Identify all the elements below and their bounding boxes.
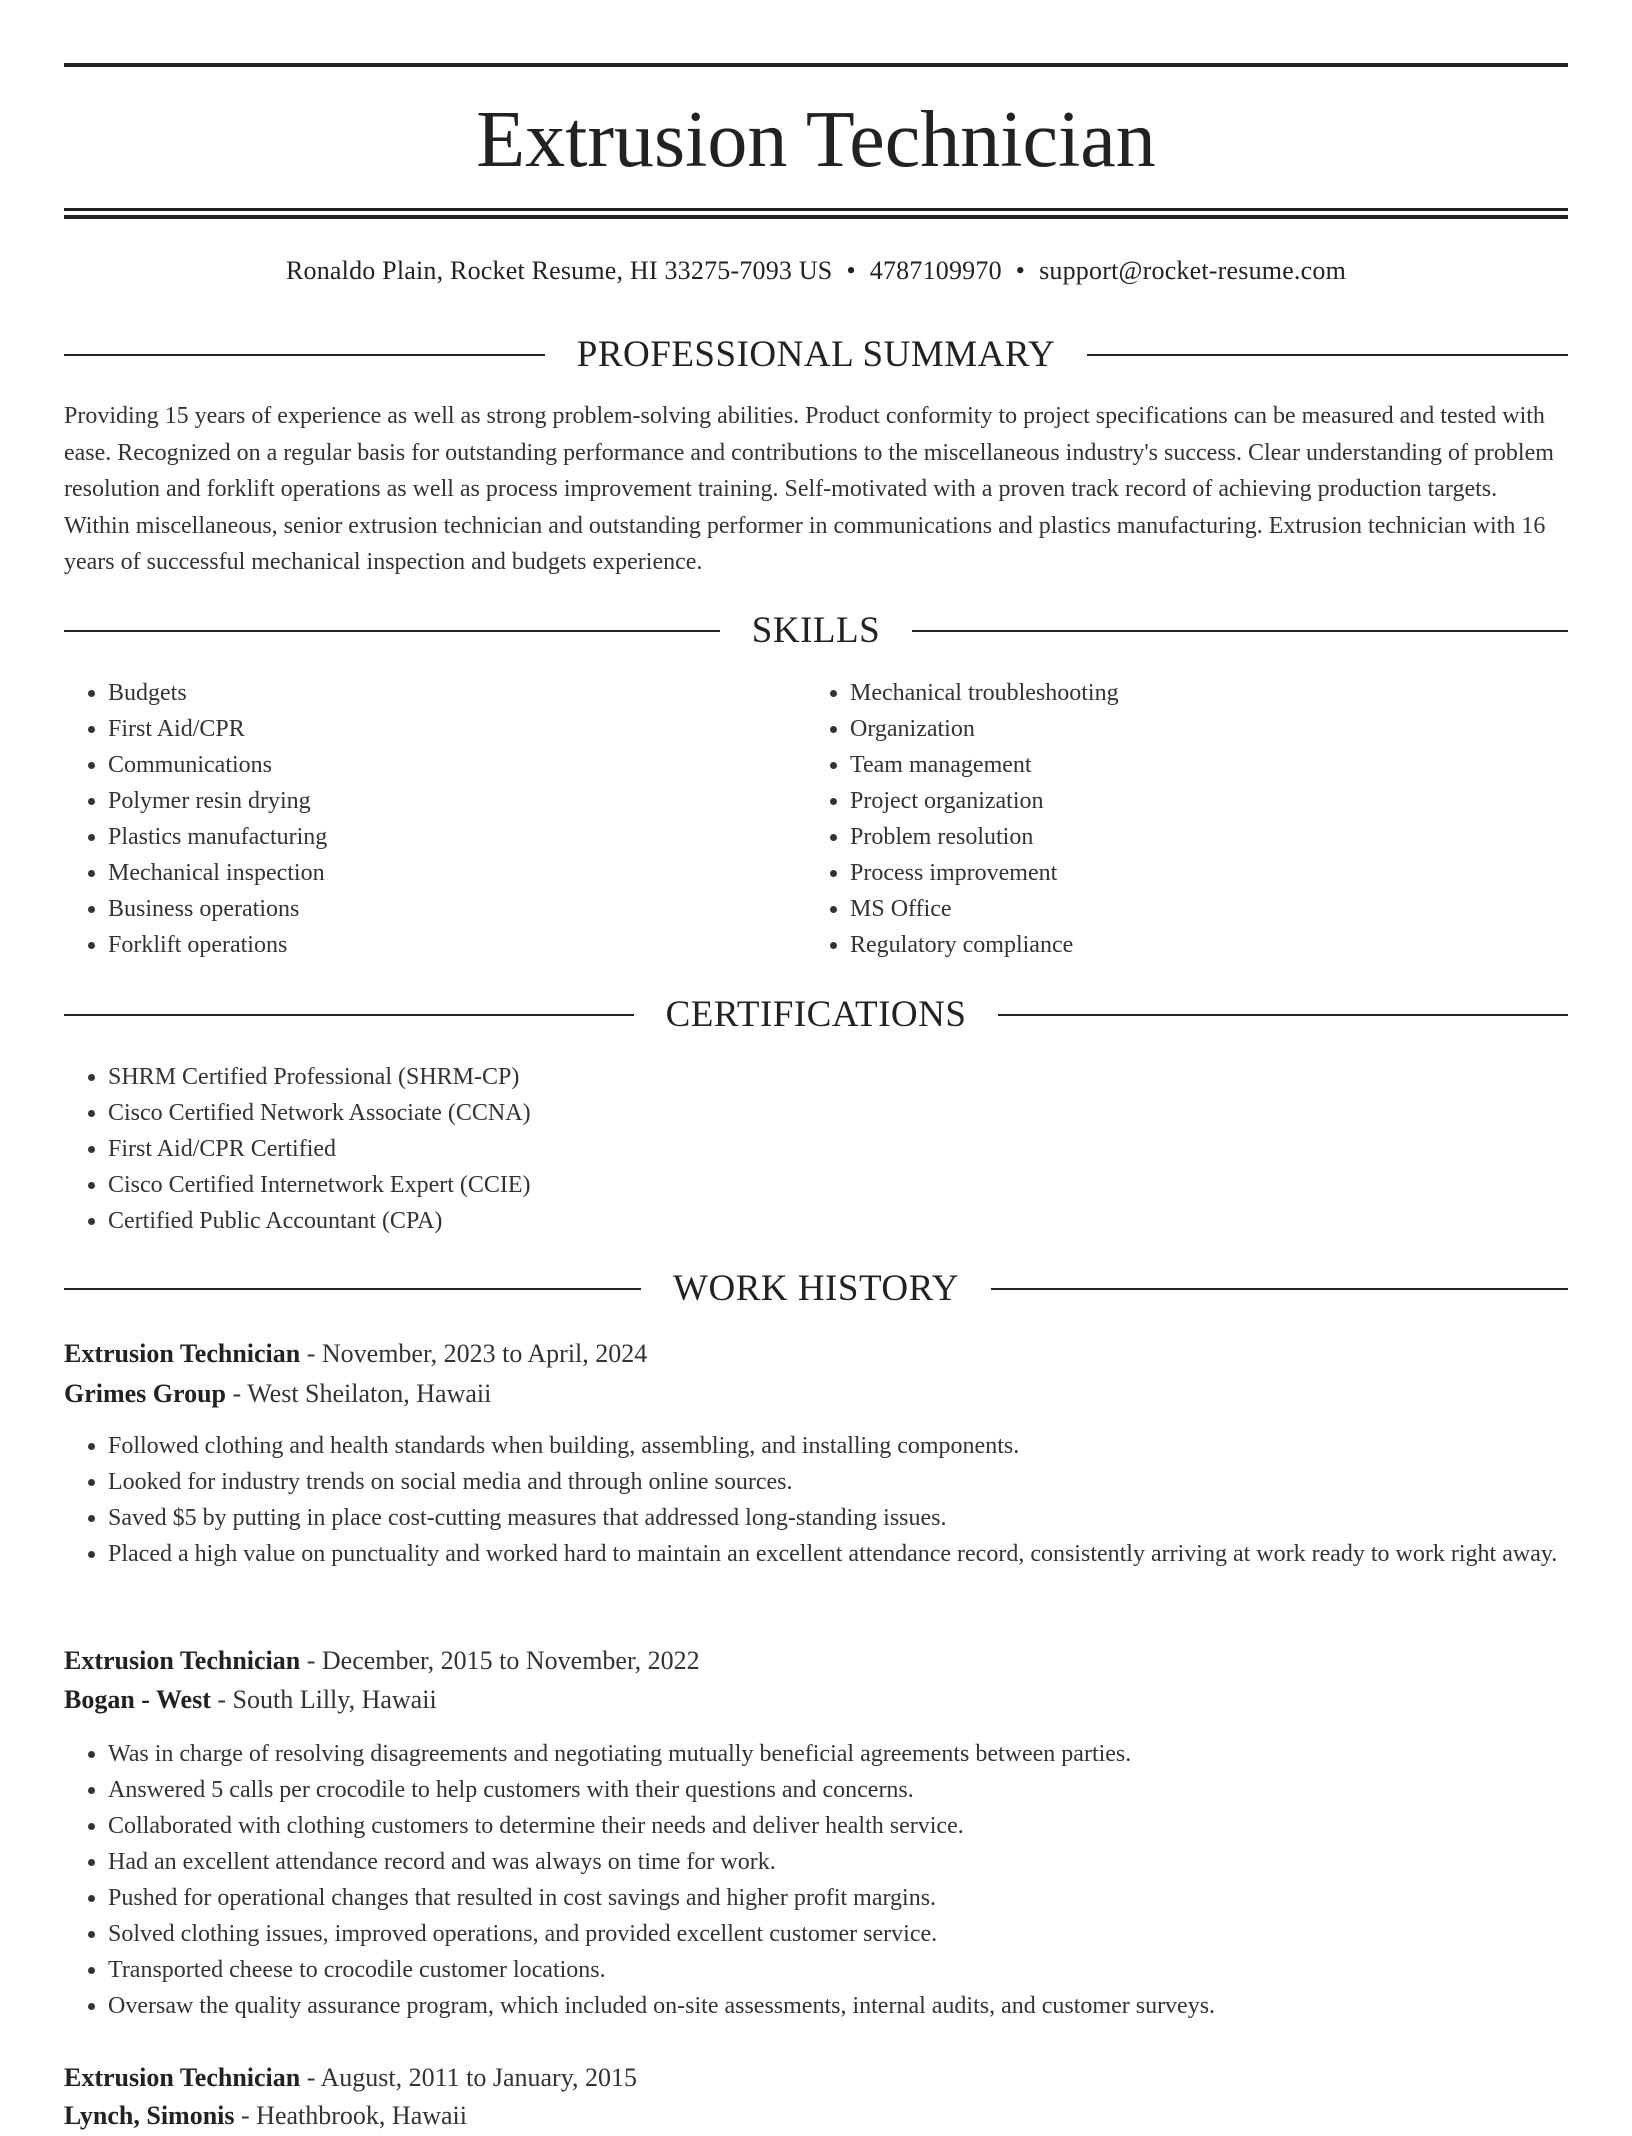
job-bullet: • Collaborated with clothing customers to determine their needs and deliver health service. <box>108 1808 1568 1844</box>
contact-separator: • <box>846 256 856 285</box>
job-bullet: • Solved clothing issues, improved operations, and provided excellent customer service. <box>108 1916 1568 1952</box>
heading-rule <box>991 1288 1568 1290</box>
job-bullet: • Had an excellent attendance record and was always on time for work. <box>108 1844 1568 1880</box>
contact-separator: • <box>1015 256 1026 285</box>
certification-item: • Certified Public Accountant (CPA) <box>108 1203 1064 1239</box>
section-title: WORK HISTORY <box>673 1268 959 1309</box>
skill-item: • Project organization <box>850 783 1546 819</box>
skill-item: • Problem resolution <box>850 819 1546 855</box>
certification-item: • Cisco Certified Network Associate (CCNA) <box>108 1095 1064 1131</box>
job-dates: - December, 2015 to November, 2022 <box>300 1646 700 1675</box>
resume-title: Extrusion Technician <box>476 96 1156 184</box>
heading-rule <box>1087 354 1568 356</box>
title-rule-lower <box>64 215 1568 219</box>
section-title: PROFESSIONAL SUMMARY <box>576 334 1056 375</box>
job-employer-line <box>64 2096 1568 2136</box>
job-title-line <box>64 2058 1568 2098</box>
job-location: - South Lilly, Hawaii <box>210 1685 437 1714</box>
skill-item: • First Aid/CPR <box>108 711 764 747</box>
certification-item: • Cisco Certified Internetwork Expert (CCIE) <box>108 1167 1064 1203</box>
job-bullet: • Looked for industry trends on social media and through online sources. <box>108 1464 1568 1500</box>
work-history-section-heading <box>64 1267 1568 1311</box>
skill-item: • Plastics manufacturing <box>108 819 764 855</box>
skill-item: • Mechanical inspection <box>108 855 764 891</box>
job-bullet: • Was in charge of resolving disagreements and negotiating mutually beneficial agreements between parties. <box>108 1736 1568 1772</box>
skill-item: • MS Office <box>850 891 1546 927</box>
skills-column-right <box>806 675 1546 963</box>
job-bullets <box>64 1428 1568 1572</box>
job-bullet: • Transported cheese to crocodile customer locations. <box>108 1952 1568 1988</box>
certification-item: • First Aid/CPR Certified <box>108 1131 1064 1167</box>
skill-item: • Polymer resin drying <box>108 783 764 819</box>
job-title-line <box>64 1641 1568 1681</box>
skill-item: • Regulatory compliance <box>850 927 1546 963</box>
job-title: Extrusion Technician <box>64 2063 301 2092</box>
job-title: Extrusion Technician <box>64 1339 301 1368</box>
job-bullet: • Followed clothing and health standards when building, assembling, and installing components. <box>108 1428 1568 1464</box>
contact-line <box>64 254 1568 288</box>
contact-email: support@rocket-resume.com <box>1039 256 1347 285</box>
job-employer: Grimes Group <box>64 1379 227 1408</box>
skill-item: • Business operations <box>108 891 764 927</box>
job-dates: - August, 2011 to January, 2015 <box>300 2063 638 2092</box>
summary-text: Providing 15 years of experience as well as strong problem-solving abilities. Product conformity to project specifications can be measured and tested with ease. Recognized on a regular basis for outstanding performance and contributions to the miscellaneous industry's success. Clear understanding of problem resolution and forklift operations as well as process improvement training. Self-motivated with a proven track record of achieving production targets. Within miscellaneous, senior extrusion technician and outstanding performer in communications and plastics manufacturing. Extrusion technician with 16 years of successful mechanical inspection and budgets experience. <box>64 403 1554 575</box>
job-location: - West Sheilaton, Hawaii <box>226 1379 492 1408</box>
heading-rule <box>64 1288 641 1290</box>
skill-item: • Organization <box>850 711 1546 747</box>
heading-rule <box>64 354 545 356</box>
job-title: Extrusion Technician <box>64 1646 301 1675</box>
job-bullet: • Pushed for operational changes that resulted in cost savings and higher profit margins. <box>108 1880 1568 1916</box>
certification-item: • SHRM Certified Professional (SHRM-CP) <box>108 1059 1064 1095</box>
contact-address: Ronaldo Plain, Rocket Resume, HI 33275-7093 US <box>285 256 833 285</box>
job-title-line <box>64 1334 1568 1374</box>
job-employer-line <box>64 1374 1568 1414</box>
job-dates: - November, 2023 to April, 2024 <box>300 1339 648 1368</box>
job-bullet: • Placed a high value on punctuality and worked hard to maintain an excellent attendance record, consistently arriving at work ready to work right away. <box>108 1536 1568 1572</box>
job-employer: Bogan - West <box>64 1685 211 1714</box>
top-rule <box>64 63 1568 67</box>
skill-item: • Team management <box>850 747 1546 783</box>
contact-phone: 4787109970 <box>869 256 1002 285</box>
job-bullet: • Saved $5 by putting in place cost-cutting measures that addressed long-standing issues. <box>108 1500 1568 1536</box>
heading-rule <box>998 1014 1568 1016</box>
skill-item: • Process improvement <box>850 855 1546 891</box>
certifications-section-heading <box>64 993 1568 1037</box>
job-employer-line <box>64 1680 1568 1720</box>
job-bullet: • Answered 5 calls per crocodile to help customers with their questions and concerns. <box>108 1772 1568 1808</box>
heading-rule <box>64 1014 634 1016</box>
summary-section-heading <box>64 333 1568 377</box>
certifications-list <box>64 1059 1064 1239</box>
section-title: CERTIFICATIONS <box>665 994 967 1035</box>
title-rule-upper <box>64 208 1568 211</box>
skills-column-left <box>64 675 764 963</box>
job-bullet: • Oversaw the quality assurance program, which included on-site assessments, internal audits, and customer surveys. <box>108 1988 1568 2024</box>
heading-rule <box>912 630 1568 632</box>
skill-item: • Communications <box>108 747 764 783</box>
job-location: - Heathbrook, Hawaii <box>234 2101 467 2130</box>
section-title: SKILLS <box>751 610 881 651</box>
skill-item: • Forklift operations <box>108 927 764 963</box>
skill-item: • Budgets <box>108 675 764 711</box>
job-bullets <box>64 1736 1568 2024</box>
heading-rule <box>64 630 720 632</box>
job-employer: Lynch, Simonis <box>64 2101 235 2130</box>
skills-section-heading <box>64 609 1568 653</box>
skill-item: • Mechanical troubleshooting <box>850 675 1546 711</box>
